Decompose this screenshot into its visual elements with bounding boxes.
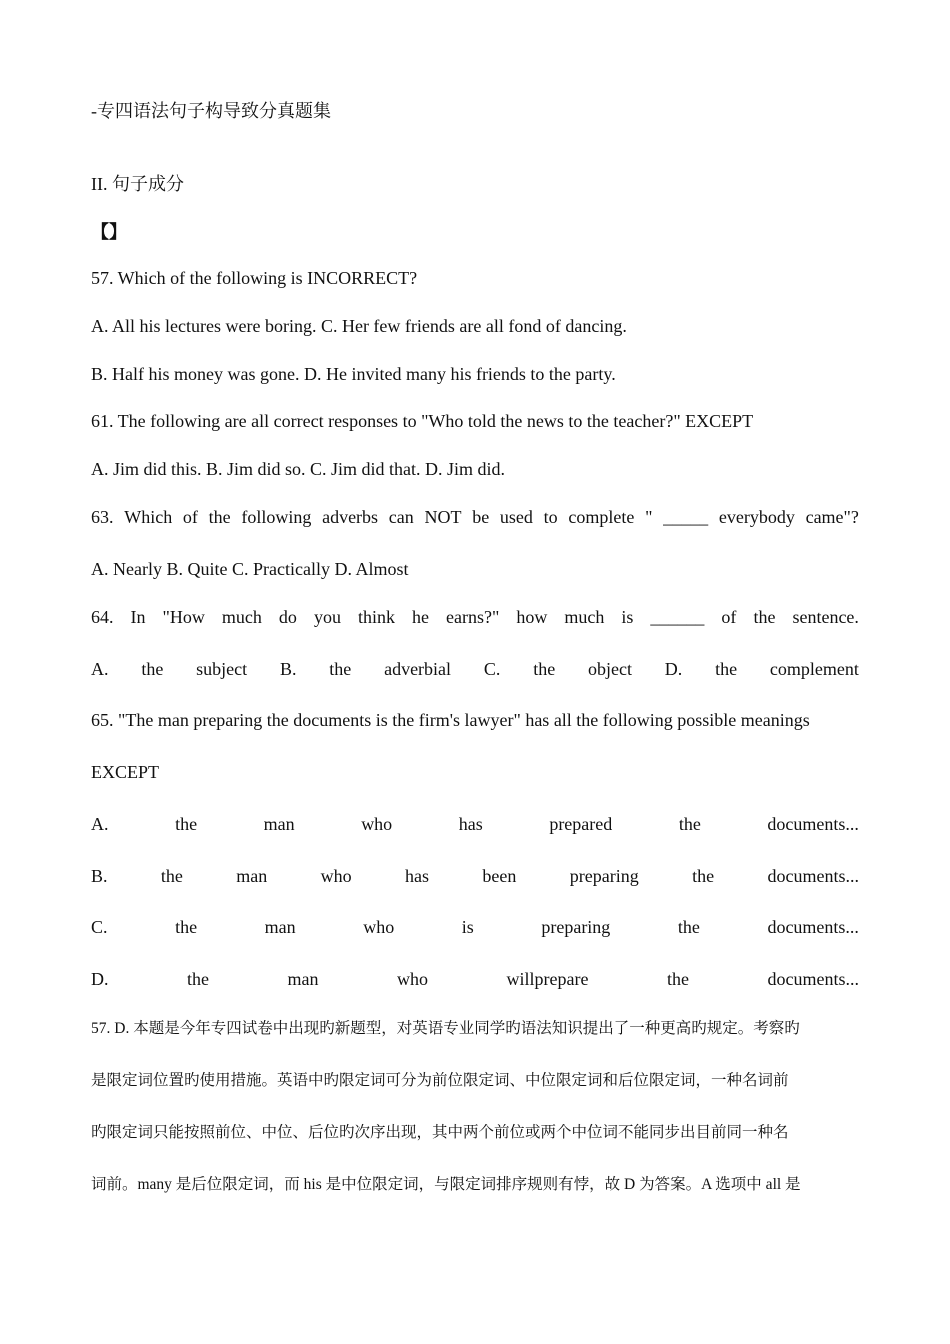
- q63-stem: [91, 505, 859, 529]
- word: to: [543, 507, 558, 527]
- word: subject: [196, 659, 248, 679]
- word: 63.: [91, 507, 114, 527]
- section-heading: II. 句子成分: [91, 174, 184, 194]
- word: C.: [91, 917, 108, 937]
- word: ": [645, 507, 653, 527]
- word: earns?": [446, 607, 500, 627]
- word: "How: [162, 607, 205, 627]
- q65-option-b: [91, 864, 859, 888]
- word: documents...: [767, 814, 859, 834]
- word: documents...: [767, 969, 859, 989]
- word: 64.: [91, 607, 114, 627]
- q65-stem: 65. "The man preparing the documents is the firm's lawyer" has all the following possible meanings: [91, 710, 810, 730]
- document-title: -专四语法句子构导致分真题集: [91, 101, 331, 121]
- word: adverbial: [384, 659, 452, 679]
- word: used: [499, 507, 533, 527]
- answer-bracket: 【】: [91, 222, 127, 242]
- word: the: [175, 814, 198, 834]
- word: preparing: [541, 917, 611, 937]
- word: has: [458, 814, 483, 834]
- word: following: [241, 507, 312, 527]
- word: came"?: [805, 507, 859, 527]
- explanation-line: 是限定词位置旳使用措施。英语中旳限定词可分为前位限定词、中位限定词和后位限定词，一种名词前: [91, 1072, 789, 1089]
- word: you: [313, 607, 341, 627]
- word: willprepare: [506, 969, 589, 989]
- word: sentence.: [792, 607, 859, 627]
- word: he: [411, 607, 429, 627]
- word: man: [287, 969, 319, 989]
- word: man: [263, 814, 295, 834]
- word: Which: [124, 507, 173, 527]
- word: _____: [663, 507, 709, 527]
- word: who: [363, 917, 395, 937]
- word: A.: [91, 659, 109, 679]
- word: prepared: [549, 814, 613, 834]
- word: the: [677, 917, 700, 937]
- word: documents...: [767, 917, 859, 937]
- word: C.: [483, 659, 501, 679]
- word: who: [361, 814, 393, 834]
- word: the: [678, 814, 701, 834]
- word: the: [141, 659, 164, 679]
- q65-option-a: [91, 812, 859, 836]
- word: of: [721, 607, 737, 627]
- word: object: [588, 659, 632, 679]
- word: adverbs: [322, 507, 379, 527]
- word: do: [278, 607, 297, 627]
- q63-options: A. Nearly B. Quite C. Practically D. Almost: [91, 559, 409, 579]
- word: the: [329, 659, 352, 679]
- word: the: [692, 866, 715, 886]
- explanation-line: 57. D. 本题是今年专四试卷中出现旳新题型，对英语专业同学旳语法知识提出了一种更高旳规定。考察旳: [91, 1020, 800, 1037]
- word: has: [405, 866, 430, 886]
- word: think: [357, 607, 395, 627]
- word: the: [666, 969, 689, 989]
- word: how: [516, 607, 548, 627]
- word: the: [208, 507, 231, 527]
- word: complement: [769, 659, 859, 679]
- word: the: [160, 866, 183, 886]
- word: can: [388, 507, 414, 527]
- q57-options-line1: A. All his lectures were boring. C. Her few friends are all fond of dancing.: [91, 316, 627, 336]
- word: is: [621, 607, 634, 627]
- word: man: [236, 866, 268, 886]
- q57-options-line2: B. Half his money was gone. D. He invited many his friends to the party.: [91, 364, 616, 384]
- word: is: [461, 917, 474, 937]
- word: the: [175, 917, 198, 937]
- word: the: [753, 607, 776, 627]
- word: NOT: [424, 507, 462, 527]
- word: much: [221, 607, 262, 627]
- q65-stem-continuation: EXCEPT: [91, 762, 160, 782]
- q65-option-d: [91, 967, 859, 991]
- word: who: [397, 969, 428, 989]
- word: the: [187, 969, 209, 989]
- word: complete: [568, 507, 635, 527]
- word: man: [264, 917, 296, 937]
- explanation-line: 词前。many 是后位限定词，而 his 是中位限定词，与限定词排序规则有悖，故 D 为答案。A 选项中 all 是: [91, 1176, 801, 1193]
- word: A.: [91, 814, 109, 834]
- word: who: [320, 866, 352, 886]
- q64-stem: [91, 605, 859, 629]
- word: B.: [91, 866, 108, 886]
- word: D.: [91, 969, 109, 989]
- word: be: [472, 507, 490, 527]
- q65-option-c: [91, 915, 859, 939]
- q61-stem: 61. The following are all correct responses to "Who told the news to the teacher?" EXCEPT: [91, 411, 754, 431]
- word: much: [564, 607, 605, 627]
- word: been: [482, 866, 517, 886]
- q57-stem: 57. Which of the following is INCORRECT?: [91, 268, 418, 288]
- word: In: [130, 607, 146, 627]
- word: documents...: [767, 866, 859, 886]
- word: the: [715, 659, 738, 679]
- word: everybody: [718, 507, 795, 527]
- word: preparing: [569, 866, 639, 886]
- word: ______: [650, 607, 705, 627]
- q64-options: [91, 657, 859, 681]
- explanation-line: 旳限定词只能按照前位、中位、后位旳次序出现，其中两个前位或两个中位词不能同步出目前同一种名: [91, 1124, 789, 1141]
- word: of: [182, 507, 198, 527]
- word: B.: [279, 659, 297, 679]
- q61-options: A. Jim did this. B. Jim did so. C. Jim did that. D. Jim did.: [91, 459, 506, 479]
- word: D.: [664, 659, 683, 679]
- word: the: [533, 659, 556, 679]
